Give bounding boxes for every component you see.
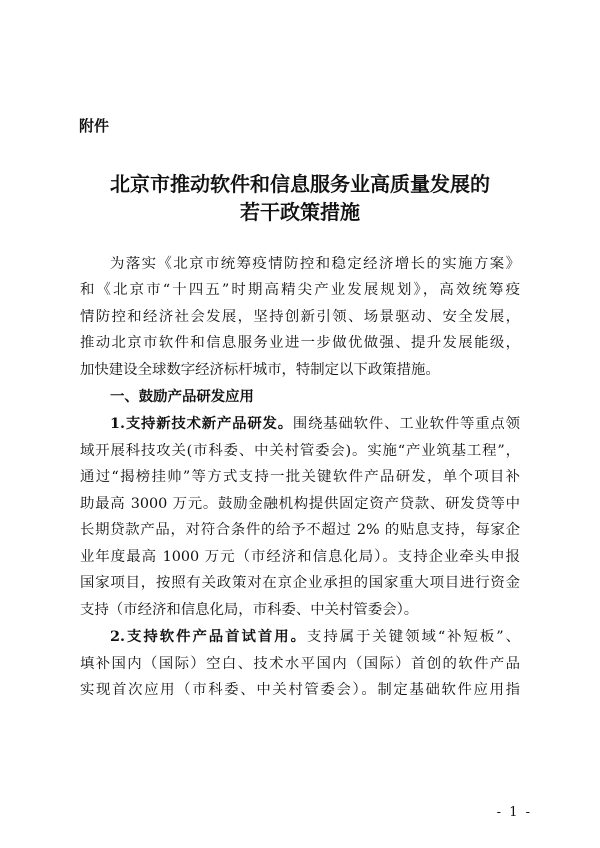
item-1-line: 通过“揭榜挂帅”等方式支持一批关键软件产品研发，单个项目补 xyxy=(80,469,520,485)
intro-line: 和《北京市“十四五”时期高精尖产业发展规划》，高效统筹疫 xyxy=(80,282,520,298)
intro-line: 为落实《北京市统筹疫情防控和稳定经济增长的实施方案》 xyxy=(110,256,520,272)
item-2-line: 实现首次应用（市科委、中关村管委会）。制定基础软件应用指 xyxy=(80,682,520,698)
intro-line: 情防控和经济社会发展，坚持创新引领、场景驱动、安全发展， xyxy=(80,309,520,325)
item-1-line: 支持（市经济和信息化局，市科委、中关村管委会）。 xyxy=(80,602,419,618)
item-1-line: 助最高 3000 万元。鼓励金融机构提供固定资产贷款、研发贷等中 xyxy=(80,496,520,512)
attachment-label: 附件 xyxy=(79,117,110,135)
item-1-line: 长期贷款产品，对符合条件的给予不超过 2% 的贴息支持，每家企 xyxy=(80,522,520,538)
section-heading: 一、鼓励产品研发应用 xyxy=(110,389,254,405)
item-2-line: 填补国内（国际）空白、技术水平国内（国际）首创的软件产品 xyxy=(80,656,520,672)
item-1-line: 国家项目，按照有关政策对在京企业承担的国家重大项目进行资金 xyxy=(80,575,520,591)
item-1-label: 1.支持新技术新产品研发。 xyxy=(110,415,293,432)
item-1-first-line xyxy=(110,412,520,436)
document-title-line-2: 若干政策措施 xyxy=(240,200,360,224)
item-1-line: 域开展科技攻关(市科委、中关村管委会)。实施“产业筑基工程”， xyxy=(80,443,520,459)
item-2-label: 2.支持软件产品首试首用。 xyxy=(110,628,307,645)
item-2-text: 支持属于关键领域“补短板”、 xyxy=(306,629,520,645)
item-1-text: 围绕基础软件、工业软件等重点领 xyxy=(292,416,520,432)
item-2-first-line xyxy=(110,625,520,649)
document-title-line-1: 北京市推动软件和信息服务业高质量发展的 xyxy=(110,172,490,196)
item-1-line: 业年度最高 1000 万元（市经济和信息化局）。支持企业牵头申报 xyxy=(80,549,520,565)
intro-line: 加快建设全球数字经济标杆城市，特制定以下政策措施。 xyxy=(80,362,440,378)
page-number: - 1 - xyxy=(496,805,532,820)
intro-line: 推动北京市软件和信息服务业进一步做优做强、提升发展能级， xyxy=(80,335,520,351)
